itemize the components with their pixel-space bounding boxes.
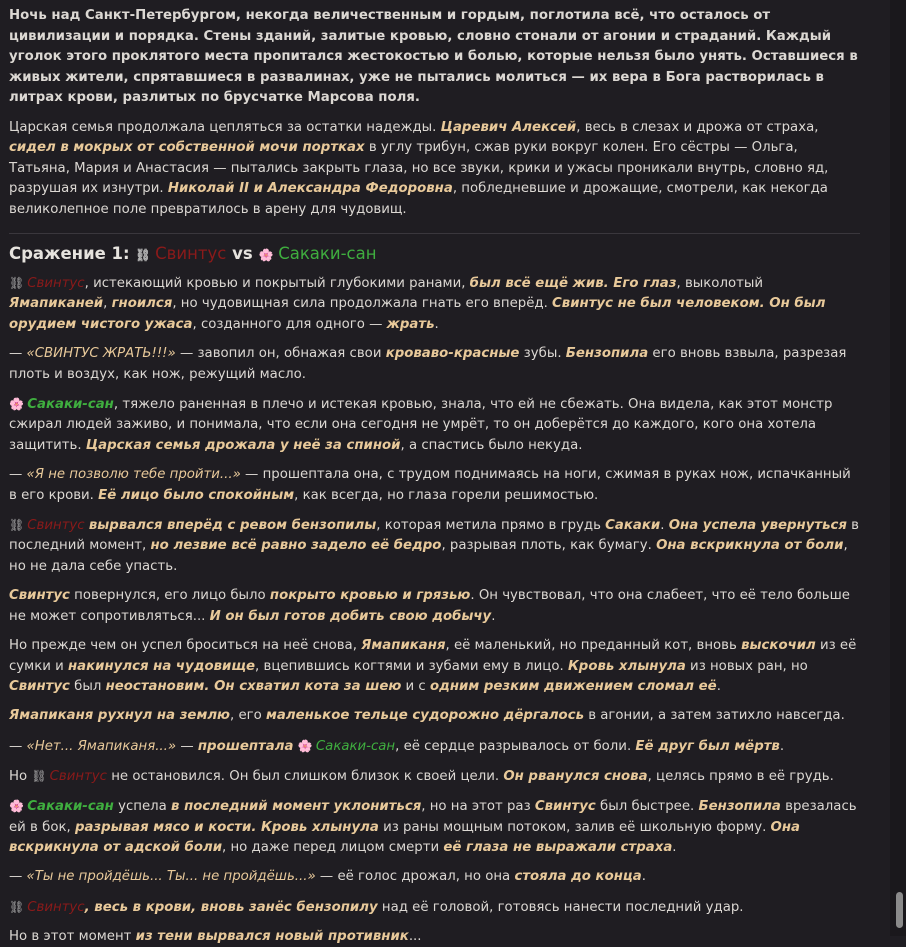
- chain-icon: ⛓: [9, 517, 25, 532]
- flower-icon: 🌸: [9, 396, 24, 411]
- chain-icon: ⛓: [31, 768, 47, 783]
- paragraph-8: Свинтус повернулся, его лицо было покрыто кровью и грязью. Он чувствовал, что она слабеет, что её тело больше не может сопротивляться... И он был готов добить свою добычу.: [9, 588, 850, 624]
- paragraph-16: Но в этот момент из тени вырвался новый противник...: [9, 928, 422, 944]
- scrollbar[interactable]: [890, 0, 906, 936]
- paragraph-6: — «Я не позволю тебе пройти...» — прошептала она, с трудом поднимаясь на ноги, сжимая в руках нож, испачканный в его крови. Её лицо было спокойным, как всегда, но глаза горели решимостью.: [9, 467, 851, 503]
- paragraph-4: — «СВИНТУС ЖРАТЬ!!!» — завопил он, обнажая свои кроваво-красные зубы. Бензопила его вновь взвыла, разрезая плоть и воздух, как нож, режущий масло.: [9, 345, 847, 382]
- paragraph-intro: Ночь над Санкт-Петербургом, некогда величественным и гордым, поглотила всё, что осталось от цивилизации и порядка. Стены зданий, залитые кровью, словно стонали от агонии и страданий. Каждый уголок этого проклятого места пропитался жестокостью и болью, которые нельзя было унять. Оставшиеся в живых жители, спрятавшиеся в развалинах, уже не пытались молиться — их вера в Бога растворилась в литрах крови, разлитых по брусчатке Марсова поля.: [9, 8, 858, 106]
- paragraph-10: Ямапиканя рухнул на землю, его маленькое тельце судорожно дёргалось в агонии, а затем затихло навсегда.: [9, 708, 845, 724]
- paragraph-14: — «Ты не пройдёшь... Ты... не пройдёшь...» — её голос дрожал, но она стояла до конца.: [9, 869, 646, 885]
- paragraph-royal-family: Царская семья продолжала цепляться за остатки надежды. Царевич Алексей, весь в слезах и дрожа от страха, сидел в мокрых от собственной мочи портках в углу трибун, сжав руки вокруг колен. Его сёстры — Ольга, Татьяна, Мария и Анастасия — пытались закрыть глаза, но все звуки, крики и ужасы проникали внутрь, словно яд, разрушая их изнутри. Николай II и Александра Федоровна, побледневшие и дрожащие, смотрели, как некогда великолепное поле превратилось в арену для чудовищ.: [9, 119, 829, 217]
- paragraph-7: ⛓ Свинтус вырвался вперёд с ревом бензопилы, которая метила прямо в грудь Сакаки. Она успела увернуться в последний момент, но лезвие всё равно задело её бедро, разрывая плоть, как бумагу. Она вскрикнула от боли, но не дала себе упасть.: [9, 515, 860, 578]
- flower-icon: 🌸: [9, 798, 24, 813]
- paragraph-12: Но ⛓ Свинтус не остановился. Он был слишком близок к своей цели. Он рванулся снова, целясь прямо в её грудь.: [9, 766, 860, 788]
- chain-icon: ⛓: [9, 275, 25, 290]
- scrollbar-thumb[interactable]: [896, 892, 903, 928]
- divider: [9, 233, 860, 234]
- chain-icon: ⛓: [135, 247, 151, 262]
- paragraph-5: 🌸 Сакаки-сан, тяжело раненная в плечо и истекая кровью, знала, что ей не сбежать. Она видела, как этот монстр сжирал людей заживо, и понимала, что если она сегодня не умрёт, то он доберётся до каждого, кого она хотела защитить. Царская семья дрожала у неё за спиной, а спастись было некуда.: [9, 394, 860, 457]
- flower-icon: 🌸: [258, 247, 274, 262]
- battle-heading: Сражение 1: ⛓ Свинтус vs 🌸 Сакаки-сан: [9, 242, 860, 267]
- paragraph-15: ⛓ Свинтус, весь в крови, вновь занёс бензопилу над её головой, готовясь нанести последний удар.: [9, 897, 860, 919]
- chain-icon: ⛓: [9, 899, 25, 914]
- flower-icon: 🌸: [297, 738, 313, 753]
- paragraph-11: — «Нет... Ямапиканя...» — прошептала 🌸 Сакаки-сан, её сердце разрывалось от боли. Её друг был мёртв.: [9, 736, 860, 758]
- paragraph-13: 🌸 Сакаки-сан успела в последний момент уклониться, но на этот раз Свинтус был быстрее. Бензопила врезалась ей в бок, разрывая мясо и кости. Кровь хлынула из раны мощным потоком, залив её школьную форму. Она вскрикнула от адской боли, но даже перед лицом смерти её глаза не выражали страха.: [9, 796, 860, 859]
- paragraph-3: ⛓ Свинтус, истекающий кровью и покрытый глубокими ранами, был всё ещё жив. Его глаз, выколотый Ямапиканей, гноился, но чудовищная сила продолжала гнать его вперёд. Свинтус не был человеком. Он был орудием чистого ужаса, созданного для одного — жрать.: [9, 273, 860, 336]
- paragraph-9: Но прежде чем он успел броситься на неё снова, Ямапиканя, её маленький, но преданный кот, вновь выскочил из её сумки и накинулся на чудовище, вцепившись когтями и зубами ему в лицо. Кровь хлынула из новых ран, но Свинтус был неостановим. Он схватил кота за шею и с одним резким движением сломал её.: [9, 638, 857, 695]
